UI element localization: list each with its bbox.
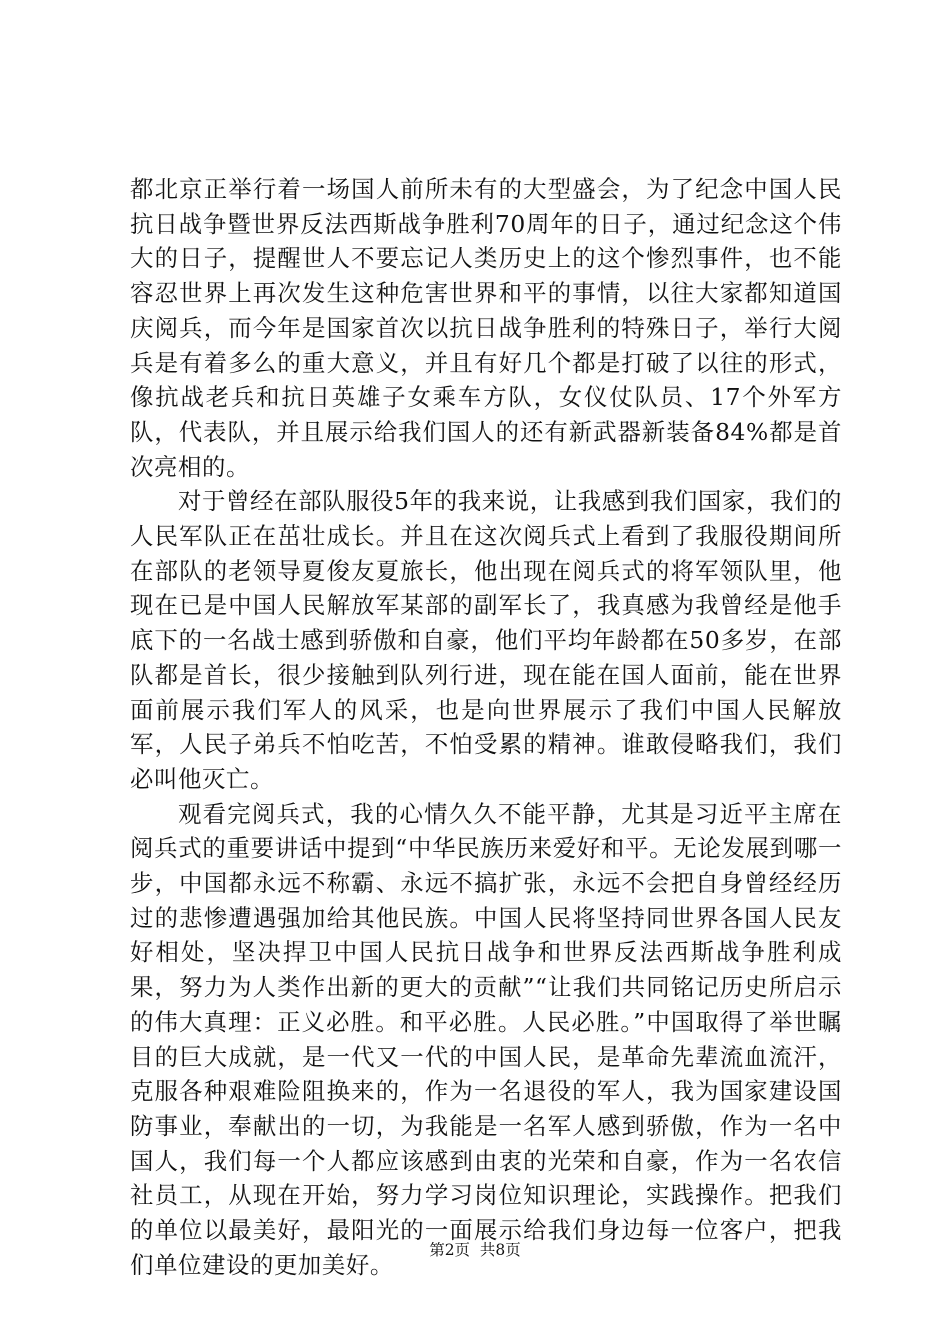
page-footer xyxy=(0,1240,950,1260)
page-number: 第2页 xyxy=(429,1241,471,1259)
paragraph-2: 对于曾经在部队服役5年的我来说，让我感到我们国家，我们的人民军队正在茁壮成长。并且在这次阅兵式上看到了我服役期间所在部队的老领导夏俊友夏旅长，他出现在阅兵式的将军领队里，他现在已是中国人民解放军某部的副军长了，我真感为我曾经是他手底下的一名战士感到骄傲和自豪，他们平均年龄都在50多岁，在部队都是首长，很少接触到队列行进，现在能在国人面前，能在世界面前展示我们军人的风采，也是向世界展示了我们中国人民解放军，人民子弟兵不怕吃苦，不怕受累的精神。谁敢侵略我们，我们必叫他灭亡。 xyxy=(130,487,842,793)
paragraph-3: 观看完阅兵式，我的心情久久不能平静，尤其是习近平主席在阅兵式的重要讲话中提到“中华民族历来爱好和平。无论发展到哪一步，中国都永远不称霸、永远不搞扩张，永远不会把自身曾经经历过的悲惨遭遇强加给其他民族。中国人民将坚持同世界各国人民友好相处，坚决捍卫中国人民抗日战争和世界反法西斯战争胜利成果，努力为人类作出新的更大的贡献”“让我们共同铭记历史所启示的伟大真理：正义必胜。和平必胜。人民必胜。”中国取得了举世瞩目的巨大成就，是一代又一代的中国人民，是革命先辈流血流汗，克服各种艰难险阻换来的，作为一名退役的军人，我为国家建设国防事业，奉献出的一切，为我能是一名军人感到骄傲，作为一名中国人，我们每一个人都应该感到由衷的光荣和自豪，作为一名农信社员工，从现在开始，努力学习岗位知识理论，实践操作。把我们的单位以最美好，最阳光的一面展示给我们身边每一位客户，把我们单位建设的更加美好。 xyxy=(130,799,842,1279)
document-body xyxy=(130,172,842,1283)
paragraph-1: 都北京正举行着一场国人前所未有的大型盛会，为了纪念中国人民抗日战争暨世界反法西斯战争胜利70周年的日子，通过纪念这个伟大的日子，提醒世人不要忘记人类历史上的这个惨烈事件，也不能容忍世界上再次发生这种危害世界和平的事情，以往大家都知道国庆阅兵，而今年是国家首次以抗日战争胜利的特殊日子，举行大阅兵是有着多么的重大意义，并且有好几个都是打破了以往的形式，像抗战老兵和抗日英雄子女乘车方队，女仪仗队员、17个外军方队，代表队，并且展示给我们国人的还有新武器新装备84%都是首次亮相的。 xyxy=(130,175,842,481)
page-total: 共8页 xyxy=(479,1241,521,1259)
